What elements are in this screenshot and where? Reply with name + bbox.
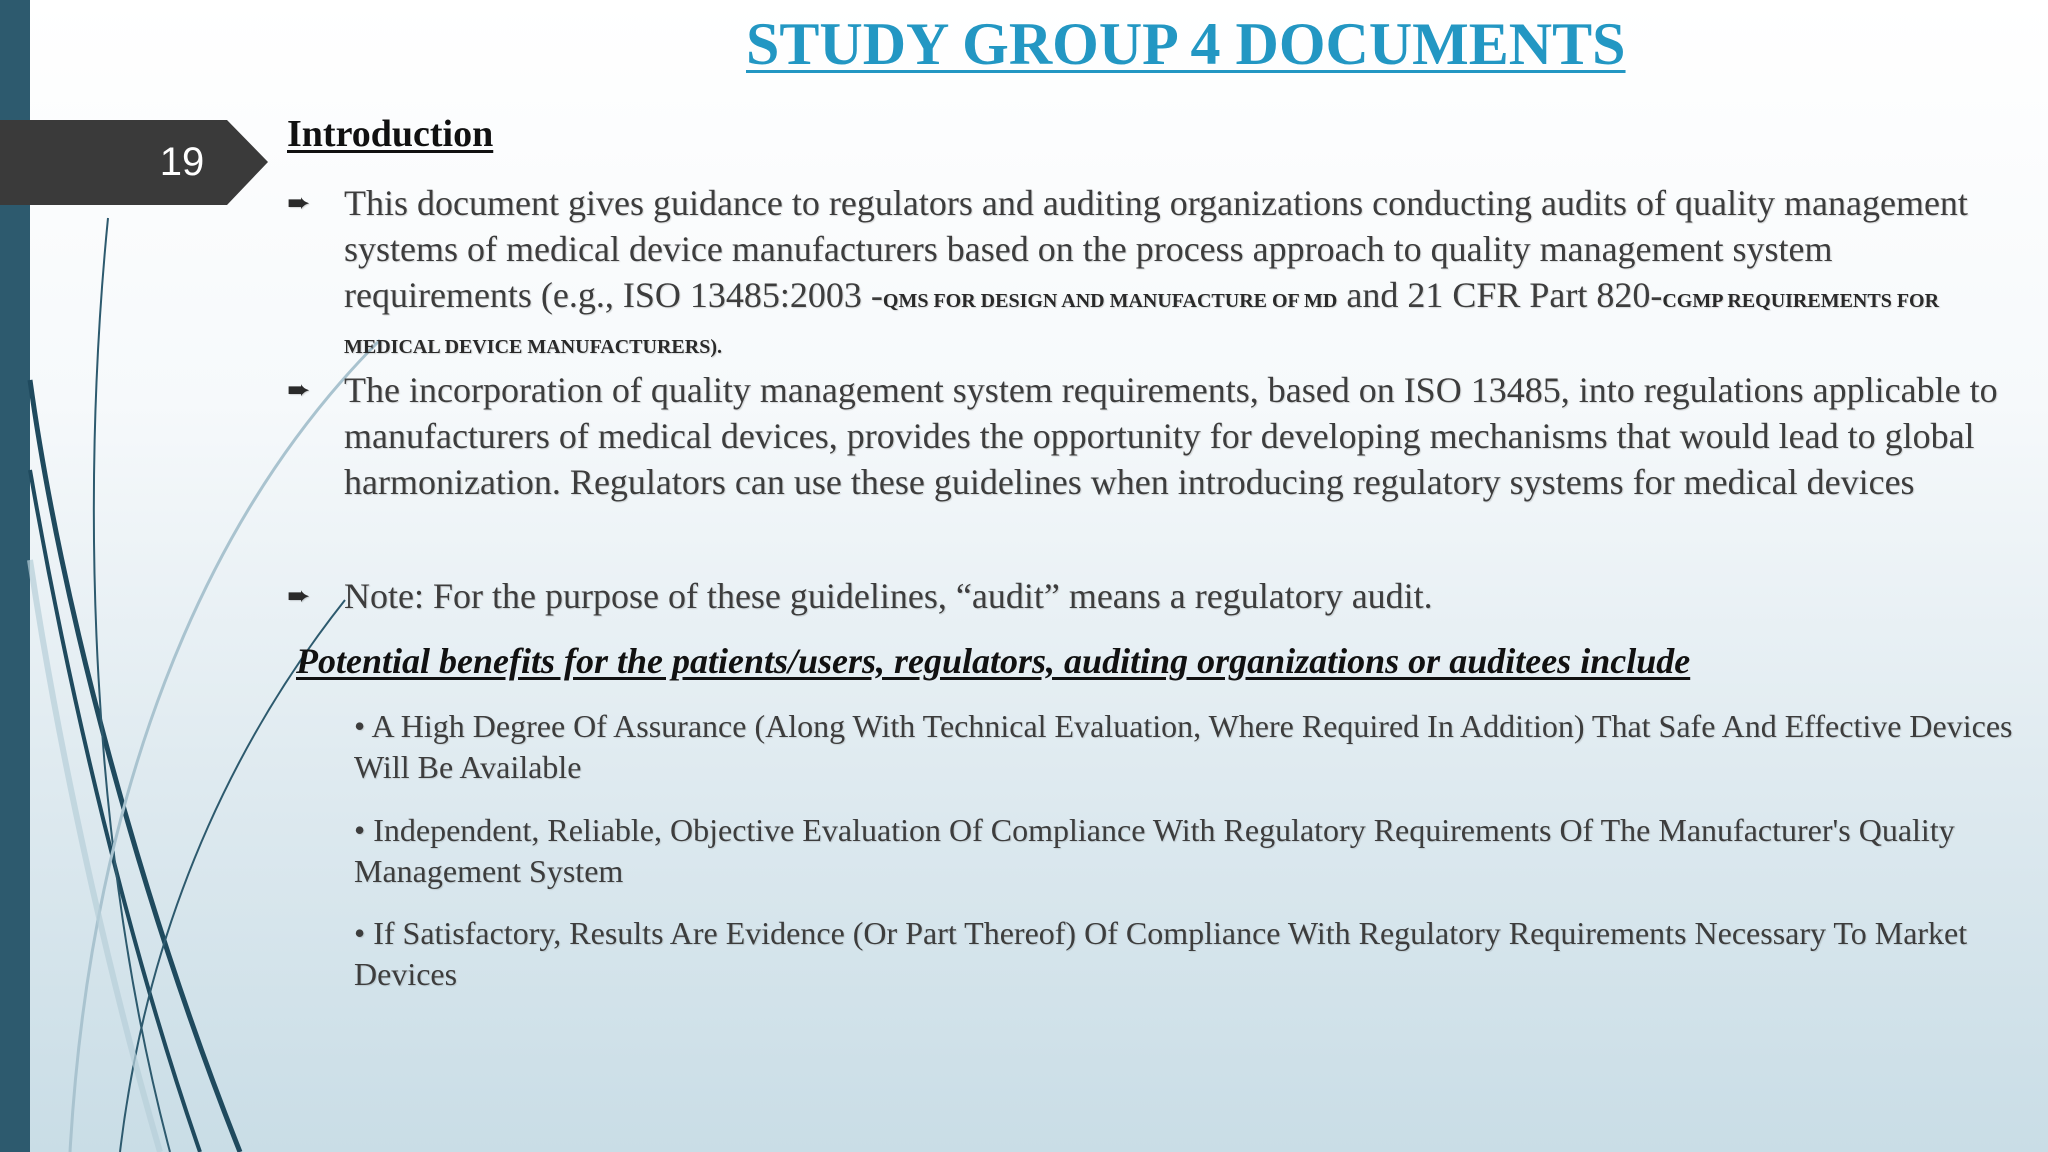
bullet-item	[287, 573, 2027, 619]
arrow-right-icon: ➨	[287, 186, 311, 219]
arrow-right-icon: ➨	[287, 579, 311, 612]
introduction-heading: Introduction	[287, 113, 494, 155]
benefit-item: • A High Degree Of Assurance (Along With Technical Evaluation, Where Required In Addition) That Safe And Effective Devices Will Be Available	[354, 708, 2013, 785]
bullet-text: Note: For the purpose of these guidelines, “audit” means a regulatory audit.	[344, 576, 1433, 616]
bullet-text	[344, 180, 2027, 364]
bullet-text: The incorporation of quality management system requirements, based on ISO 13485, into regulations applicable to manufacturers of medical devices, provides the opportunity for developing mechanisms that would lead to global harmonization. Regulators can use these guidelines when introducing regulatory systems for medical devices	[344, 370, 1998, 502]
page-number-badge	[0, 120, 268, 205]
bullet-main-text: This document gives guidance to regulators and auditing organizations conducting audits of quality management systems of medical device manufacturers based on the process approach to quality management system requirements (e.g., ISO 13485:2003 -	[344, 183, 1968, 315]
curve-thin-2	[120, 600, 345, 1152]
bullet-item	[287, 180, 2027, 364]
arrow-right-icon: ➨	[287, 373, 311, 406]
bullet-note: QMS FOR DESIGN AND MANUFACTURE OF MD	[882, 290, 1338, 312]
benefit-item: • If Satisfactory, Results Are Evidence (Or Part Thereof) Of Compliance With Regulatory Requirements Necessary To Market Devices	[354, 915, 1968, 992]
benefits-heading: Potential benefits for the patients/users, regulators, auditing organizations or auditees include	[296, 641, 1691, 681]
bullet-note: CGMP REQUIREMENTS FOR MEDICAL DEVICE MANUFACTURERS).	[344, 290, 1940, 358]
benefit-item: • Independent, Reliable, Objective Evaluation Of Compliance With Regulatory Requirements Of The Manufacturer's Quality Management System	[354, 812, 1955, 889]
curve-thin-1	[94, 218, 170, 1152]
curve-light-2	[30, 560, 160, 1152]
bullet-item	[287, 367, 2027, 505]
slide-title: STUDY GROUP 4 DOCUMENTS	[746, 11, 1626, 77]
bullet-main-text: and 21 CFR Part 820-	[1337, 275, 1663, 315]
curve-dark-2	[30, 470, 200, 1152]
page-number: 19	[159, 140, 205, 184]
